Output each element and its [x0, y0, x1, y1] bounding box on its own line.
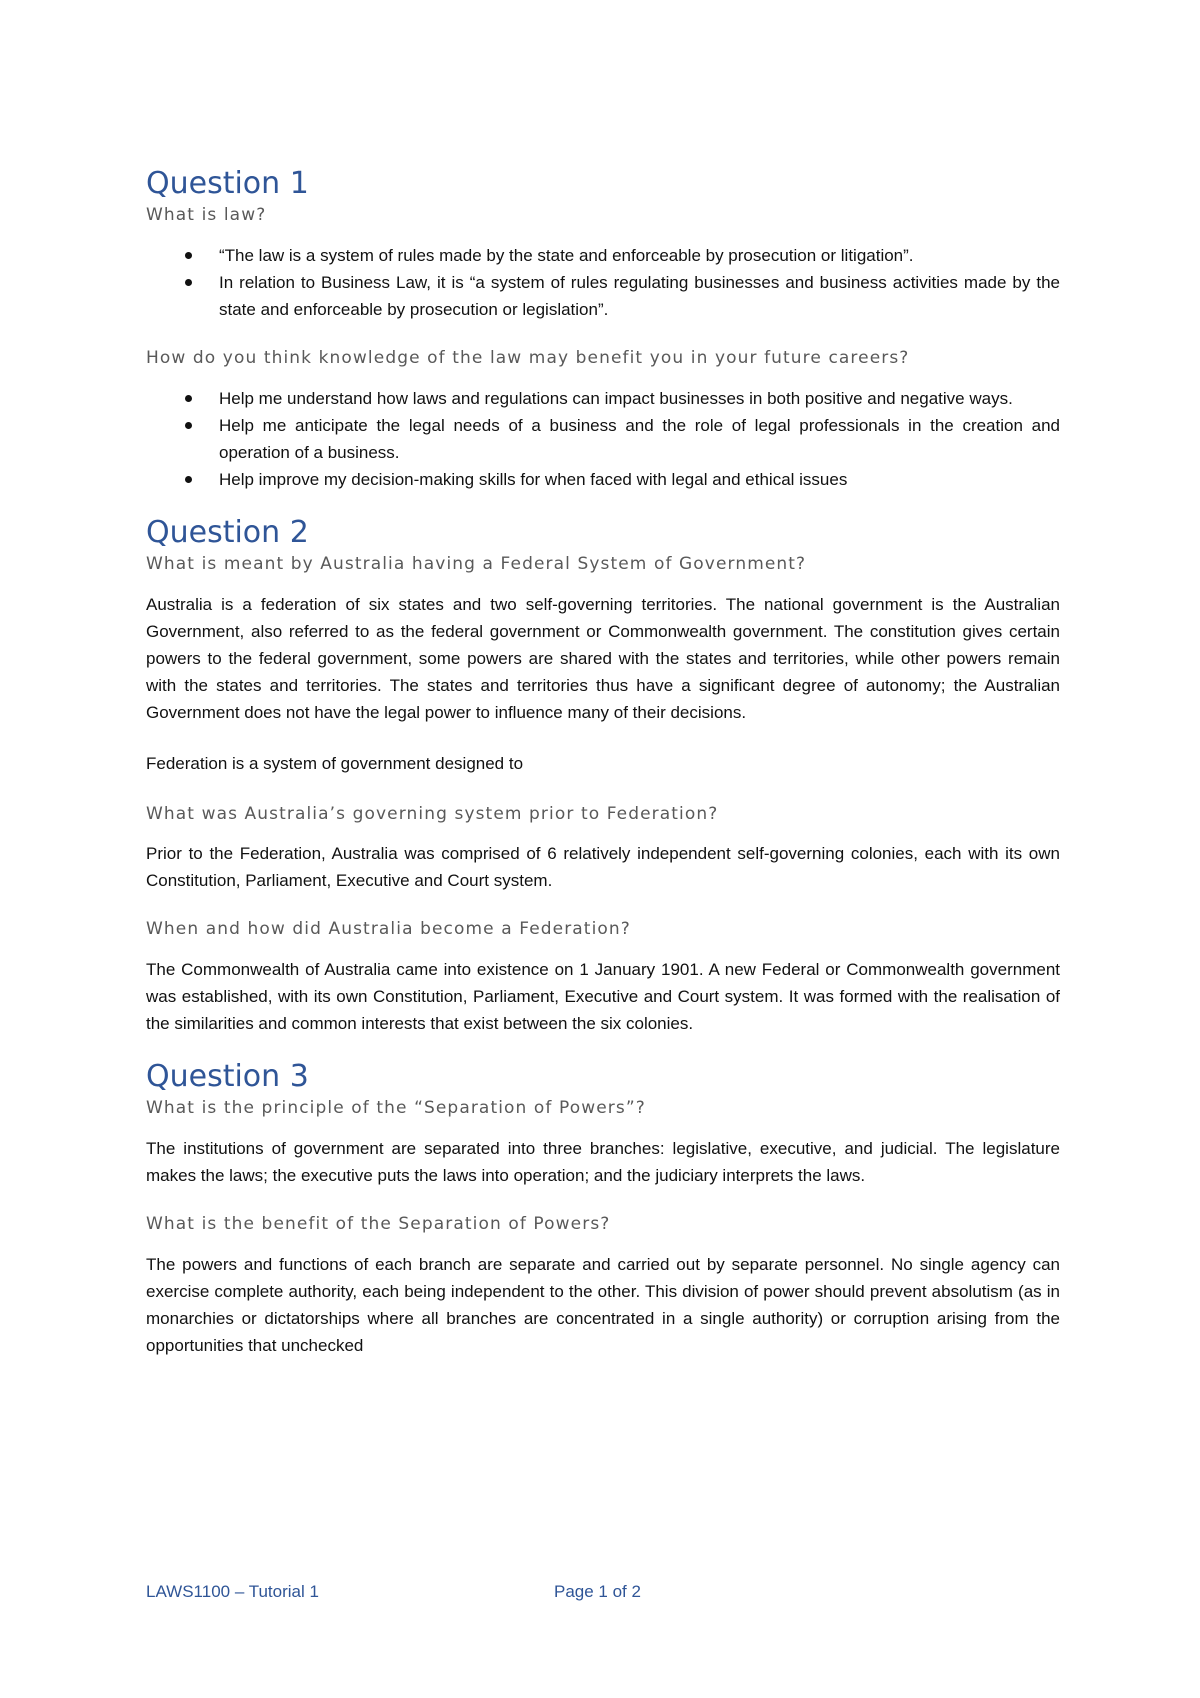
question-3-subheading-principle: What is the principle of the “Separation of Powers”? — [146, 1098, 646, 1118]
list-item: Help improve my decision-making skills for when faced with legal and ethical issues — [146, 466, 1060, 493]
question-1-heading: Question 1 — [146, 166, 309, 201]
page-footer — [146, 1582, 1060, 1610]
question-3-heading: Question 3 — [146, 1059, 309, 1094]
question-2-paragraph-when: The Commonwealth of Australia came into existence on 1 January 1901. A new Federal or Commonwealth government was established, with its own Constitution, Parliament, Executive and Court system. It was formed with the realisation of the similarities and common interests that exist between the six colonies. — [146, 960, 1060, 1033]
question-3-paragraph-powers: The powers and functions of each branch are separate and carried out by separate personnel. No single agency can exercise complete authority, each being independent to the other. This division of power should prevent absolutism (as in monarchies or dictatorships where all branches are concentrated in a single authority) or corruption arising from the opportunities that unchecked — [146, 1255, 1060, 1355]
question-2-paragraph-federation: Australia is a federation of six states and two self-governing territories. The national government is the Australian Government, also referred to as the federal government or Commonwealth government. The constitution gives certain powers to the federal government, some powers are shared with the states and territories, while other powers remain with the states and territories. The states and territories thus have a significant degree of autonomy; the Australian Government does not have the legal power to influence many of their decisions. — [146, 595, 1060, 722]
question-1-bullet-list-2 — [146, 385, 1060, 493]
bullet-icon — [185, 252, 192, 259]
question-2-subheading-federal: What is meant by Australia having a Federal System of Government? — [146, 554, 807, 574]
question-3-subheading-benefit: What is the benefit of the Separation of Powers? — [146, 1214, 611, 1234]
bullet-icon — [185, 476, 192, 483]
document-page — [146, 166, 1060, 1359]
question-2-heading: Question 2 — [146, 515, 309, 550]
bullet-icon — [185, 422, 192, 429]
bullet-icon — [185, 279, 192, 286]
question-2-subheading-when: When and how did Australia become a Federation? — [146, 919, 631, 939]
footer-page-number: Page 1 of 2 — [554, 1582, 641, 1601]
question-2-subheading-prior: What was Australia’s governing system prior to Federation? — [146, 804, 719, 824]
question-3-paragraph-institutions: The institutions of government are separated into three branches: legislative, executive, and judicial. The legislature makes the laws; the executive puts the laws into operation; and the judiciary interprets the laws. — [146, 1139, 1060, 1185]
question-2-paragraph-designed: Federation is a system of government designed to — [146, 754, 524, 773]
footer-course-label: LAWS1100 – Tutorial 1 — [146, 1582, 319, 1601]
list-item: Help me anticipate the legal needs of a business and the role of legal professionals in the creation and operation of a business. — [146, 412, 1060, 466]
question-2-paragraph-prior: Prior to the Federation, Australia was comprised of 6 relatively independent self-governing colonies, each with its own Constitution, Parliament, Executive and Court system. — [146, 844, 1060, 890]
list-item: In relation to Business Law, it is “a system of rules regulating businesses and business activities made by the state and enforceable by prosecution or legislation”. — [146, 269, 1060, 323]
list-item: “The law is a system of rules made by the state and enforceable by prosecution or litigation”. — [146, 242, 1060, 269]
bullet-icon — [185, 395, 192, 402]
list-item: Help me understand how laws and regulations can impact businesses in both positive and negative ways. — [146, 385, 1060, 412]
question-1-subheading-benefit: How do you think knowledge of the law may benefit you in your future careers? — [146, 348, 910, 368]
question-1-subheading-law: What is law? — [146, 205, 267, 225]
question-1-bullet-list-1 — [146, 242, 1060, 323]
